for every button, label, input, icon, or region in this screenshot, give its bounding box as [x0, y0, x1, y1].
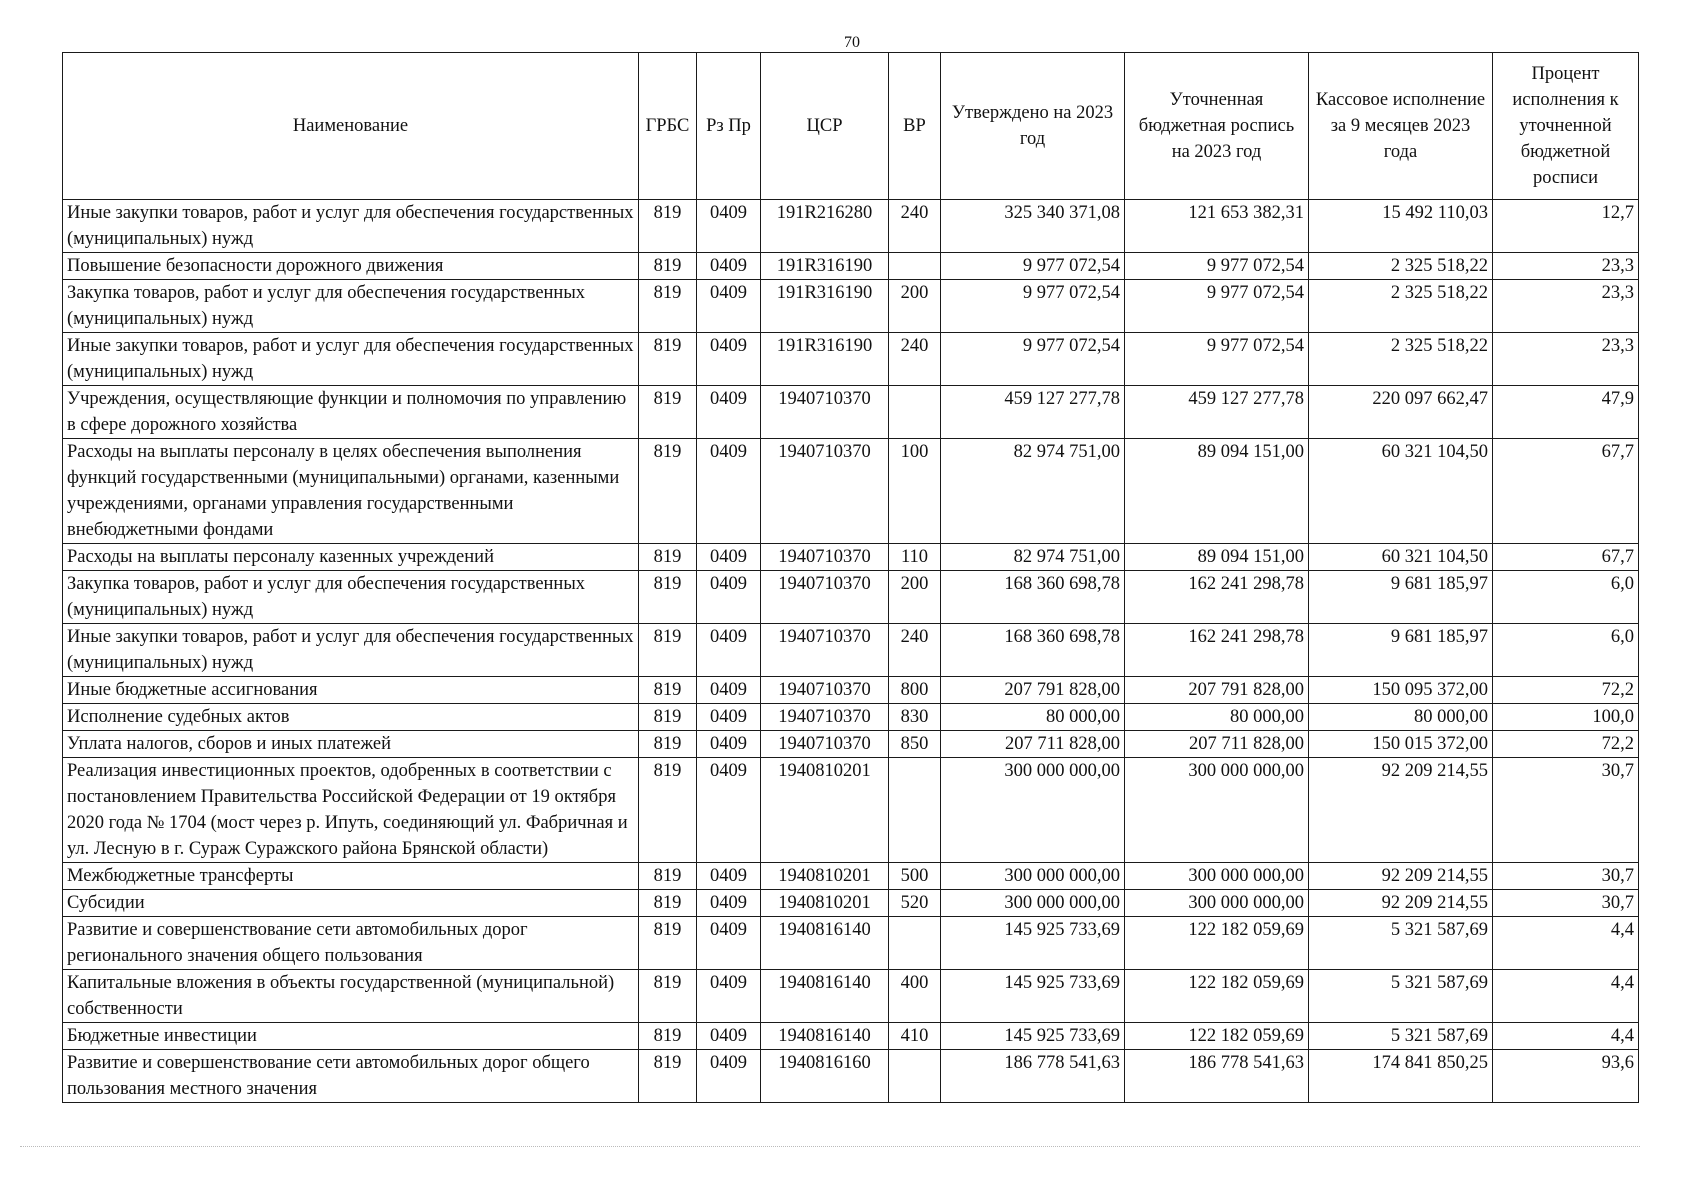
cell-percent: 100,0 — [1493, 704, 1639, 731]
cell-grbs: 819 — [639, 544, 697, 571]
cell-approved: 300 000 000,00 — [941, 890, 1125, 917]
cell-revised: 9 977 072,54 — [1125, 280, 1309, 333]
cell-csr: 1940810201 — [761, 758, 889, 863]
cell-percent: 4,4 — [1493, 1023, 1639, 1050]
cell-percent: 4,4 — [1493, 970, 1639, 1023]
cell-rzpr: 0409 — [697, 253, 761, 280]
table-row — [63, 624, 1639, 677]
cell-vr: 830 — [889, 704, 941, 731]
cell-rzpr: 0409 — [697, 704, 761, 731]
cell-rzpr: 0409 — [697, 386, 761, 439]
cell-vr — [889, 253, 941, 280]
scan-edge-dots — [20, 1146, 1640, 1153]
table-row — [63, 253, 1639, 280]
table-row — [63, 1023, 1639, 1050]
cell-grbs: 819 — [639, 917, 697, 970]
cell-grbs: 819 — [639, 439, 697, 544]
cell-revised: 300 000 000,00 — [1125, 758, 1309, 863]
cell-executed: 5 321 587,69 — [1309, 917, 1493, 970]
cell-vr: 410 — [889, 1023, 941, 1050]
cell-csr: 1940710370 — [761, 571, 889, 624]
cell-percent: 67,7 — [1493, 544, 1639, 571]
table-row — [63, 731, 1639, 758]
cell-grbs: 819 — [639, 571, 697, 624]
cell-percent: 72,2 — [1493, 731, 1639, 758]
cell-vr: 240 — [889, 200, 941, 253]
cell-revised: 9 977 072,54 — [1125, 333, 1309, 386]
cell-name: Уплата налогов, сборов и иных платежей — [63, 731, 639, 758]
cell-csr: 1940710370 — [761, 544, 889, 571]
cell-rzpr: 0409 — [697, 970, 761, 1023]
cell-executed: 92 209 214,55 — [1309, 863, 1493, 890]
cell-vr: 850 — [889, 731, 941, 758]
cell-executed: 92 209 214,55 — [1309, 758, 1493, 863]
cell-percent: 12,7 — [1493, 200, 1639, 253]
cell-revised: 80 000,00 — [1125, 704, 1309, 731]
cell-grbs: 819 — [639, 333, 697, 386]
cell-approved: 168 360 698,78 — [941, 571, 1125, 624]
cell-revised: 207 711 828,00 — [1125, 731, 1309, 758]
cell-csr: 1940816140 — [761, 970, 889, 1023]
cell-csr: 1940710370 — [761, 677, 889, 704]
cell-percent: 67,7 — [1493, 439, 1639, 544]
cell-revised: 122 182 059,69 — [1125, 1023, 1309, 1050]
cell-approved: 145 925 733,69 — [941, 1023, 1125, 1050]
cell-vr: 200 — [889, 280, 941, 333]
table-row — [63, 917, 1639, 970]
cell-name: Развитие и совершенствование сети автомобильных дорог регионального значения общего пользования — [63, 917, 639, 970]
budget-sheet — [62, 52, 1638, 1103]
cell-rzpr: 0409 — [697, 200, 761, 253]
cell-grbs: 819 — [639, 677, 697, 704]
cell-name: Иные закупки товаров, работ и услуг для обеспечения государственных (муниципальных) нужд — [63, 333, 639, 386]
cell-name: Учреждения, осуществляющие функции и полномочия по управлению в сфере дорожного хозяйства — [63, 386, 639, 439]
header-revised: Уточненная бюджетная роспись на 2023 год — [1125, 53, 1309, 200]
cell-grbs: 819 — [639, 624, 697, 677]
cell-grbs: 819 — [639, 1023, 697, 1050]
cell-vr: 400 — [889, 970, 941, 1023]
cell-name: Закупка товаров, работ и услуг для обеспечения государственных (муниципальных) нужд — [63, 280, 639, 333]
cell-rzpr: 0409 — [697, 863, 761, 890]
cell-csr: 1940816140 — [761, 1023, 889, 1050]
cell-rzpr: 0409 — [697, 758, 761, 863]
header-csr: ЦСР — [761, 53, 889, 200]
table-row — [63, 863, 1639, 890]
table-row — [63, 970, 1639, 1023]
cell-approved: 207 711 828,00 — [941, 731, 1125, 758]
cell-revised: 162 241 298,78 — [1125, 571, 1309, 624]
cell-csr: 191R316190 — [761, 253, 889, 280]
cell-rzpr: 0409 — [697, 439, 761, 544]
cell-approved: 325 340 371,08 — [941, 200, 1125, 253]
cell-executed: 220 097 662,47 — [1309, 386, 1493, 439]
cell-grbs: 819 — [639, 280, 697, 333]
cell-approved: 168 360 698,78 — [941, 624, 1125, 677]
cell-executed: 92 209 214,55 — [1309, 890, 1493, 917]
cell-csr: 1940710370 — [761, 704, 889, 731]
cell-approved: 9 977 072,54 — [941, 280, 1125, 333]
cell-revised: 121 653 382,31 — [1125, 200, 1309, 253]
cell-executed: 2 325 518,22 — [1309, 253, 1493, 280]
cell-percent: 72,2 — [1493, 677, 1639, 704]
cell-name: Исполнение судебных актов — [63, 704, 639, 731]
cell-vr — [889, 386, 941, 439]
cell-vr: 100 — [889, 439, 941, 544]
table-row — [63, 280, 1639, 333]
header-name: Наименование — [63, 53, 639, 200]
cell-approved: 300 000 000,00 — [941, 863, 1125, 890]
cell-vr: 520 — [889, 890, 941, 917]
cell-percent: 4,4 — [1493, 917, 1639, 970]
cell-rzpr: 0409 — [697, 544, 761, 571]
cell-approved: 9 977 072,54 — [941, 333, 1125, 386]
cell-name: Иные закупки товаров, работ и услуг для обеспечения государственных (муниципальных) нужд — [63, 200, 639, 253]
cell-approved: 80 000,00 — [941, 704, 1125, 731]
cell-percent: 6,0 — [1493, 624, 1639, 677]
cell-executed: 174 841 850,25 — [1309, 1050, 1493, 1103]
cell-revised: 186 778 541,63 — [1125, 1050, 1309, 1103]
cell-percent: 6,0 — [1493, 571, 1639, 624]
table-row — [63, 571, 1639, 624]
cell-rzpr: 0409 — [697, 917, 761, 970]
cell-approved: 145 925 733,69 — [941, 917, 1125, 970]
cell-name: Закупка товаров, работ и услуг для обеспечения государственных (муниципальных) нужд — [63, 571, 639, 624]
cell-rzpr: 0409 — [697, 280, 761, 333]
cell-vr: 200 — [889, 571, 941, 624]
budget-table — [62, 52, 1639, 1103]
table-row — [63, 544, 1639, 571]
table-row — [63, 890, 1639, 917]
cell-grbs: 819 — [639, 863, 697, 890]
header-vr: ВР — [889, 53, 941, 200]
cell-percent: 23,3 — [1493, 253, 1639, 280]
cell-approved: 459 127 277,78 — [941, 386, 1125, 439]
cell-executed: 9 681 185,97 — [1309, 571, 1493, 624]
cell-revised: 162 241 298,78 — [1125, 624, 1309, 677]
cell-approved: 207 791 828,00 — [941, 677, 1125, 704]
cell-executed: 5 321 587,69 — [1309, 1023, 1493, 1050]
cell-revised: 300 000 000,00 — [1125, 890, 1309, 917]
cell-csr: 1940710370 — [761, 731, 889, 758]
cell-revised: 122 182 059,69 — [1125, 970, 1309, 1023]
cell-vr — [889, 1050, 941, 1103]
cell-grbs: 819 — [639, 704, 697, 731]
cell-executed: 2 325 518,22 — [1309, 333, 1493, 386]
cell-csr: 191R216280 — [761, 200, 889, 253]
cell-revised: 9 977 072,54 — [1125, 253, 1309, 280]
cell-vr: 500 — [889, 863, 941, 890]
table-row — [63, 333, 1639, 386]
cell-csr: 1940710370 — [761, 386, 889, 439]
cell-executed: 60 321 104,50 — [1309, 544, 1493, 571]
cell-name: Расходы на выплаты персоналу казенных учреждений — [63, 544, 639, 571]
cell-grbs: 819 — [639, 386, 697, 439]
cell-name: Расходы на выплаты персоналу в целях обеспечения выполнения функций государственными (муниципальными) органами, казенными учреждениями, органами управления государственными внебюджетными фондами — [63, 439, 639, 544]
cell-vr — [889, 758, 941, 863]
table-row — [63, 439, 1639, 544]
cell-csr: 1940810201 — [761, 863, 889, 890]
cell-percent: 93,6 — [1493, 1050, 1639, 1103]
header-grbs: ГРБС — [639, 53, 697, 200]
cell-percent: 30,7 — [1493, 758, 1639, 863]
page-number: 70 — [844, 34, 860, 51]
cell-executed: 150 095 372,00 — [1309, 677, 1493, 704]
cell-executed: 150 015 372,00 — [1309, 731, 1493, 758]
cell-grbs: 819 — [639, 731, 697, 758]
cell-vr: 240 — [889, 333, 941, 386]
cell-approved: 82 974 751,00 — [941, 439, 1125, 544]
cell-percent: 47,9 — [1493, 386, 1639, 439]
cell-rzpr: 0409 — [697, 333, 761, 386]
table-row — [63, 677, 1639, 704]
cell-vr: 110 — [889, 544, 941, 571]
cell-rzpr: 0409 — [697, 571, 761, 624]
cell-revised: 122 182 059,69 — [1125, 917, 1309, 970]
cell-rzpr: 0409 — [697, 890, 761, 917]
cell-approved: 82 974 751,00 — [941, 544, 1125, 571]
cell-grbs: 819 — [639, 200, 697, 253]
table-row — [63, 200, 1639, 253]
cell-csr: 191R316190 — [761, 333, 889, 386]
cell-csr: 191R316190 — [761, 280, 889, 333]
cell-grbs: 819 — [639, 890, 697, 917]
cell-name: Развитие и совершенствование сети автомобильных дорог общего пользования местного значения — [63, 1050, 639, 1103]
cell-csr: 1940810201 — [761, 890, 889, 917]
table-row — [63, 1050, 1639, 1103]
header-rzpr: Рз Пр — [697, 53, 761, 200]
cell-revised: 300 000 000,00 — [1125, 863, 1309, 890]
cell-executed: 2 325 518,22 — [1309, 280, 1493, 333]
cell-approved: 186 778 541,63 — [941, 1050, 1125, 1103]
cell-executed: 15 492 110,03 — [1309, 200, 1493, 253]
cell-name: Бюджетные инвестиции — [63, 1023, 639, 1050]
cell-name: Иные бюджетные ассигнования — [63, 677, 639, 704]
table-header-row — [63, 53, 1639, 200]
cell-rzpr: 0409 — [697, 731, 761, 758]
cell-csr: 1940816160 — [761, 1050, 889, 1103]
cell-rzpr: 0409 — [697, 677, 761, 704]
cell-grbs: 819 — [639, 253, 697, 280]
table-row — [63, 758, 1639, 863]
cell-name: Межбюджетные трансферты — [63, 863, 639, 890]
cell-revised: 459 127 277,78 — [1125, 386, 1309, 439]
cell-executed: 60 321 104,50 — [1309, 439, 1493, 544]
cell-percent: 30,7 — [1493, 890, 1639, 917]
cell-percent: 23,3 — [1493, 333, 1639, 386]
cell-grbs: 819 — [639, 1050, 697, 1103]
cell-name: Реализация инвестиционных проектов, одобренных в соответствии с постановлением Правительства Российской Федерации от 19 октября 2020 года № 1704 (мост через р. Ипуть, соединяющий ул. Фабричная и ул. Лесную в г. Сураж Суражского района Брянской области) — [63, 758, 639, 863]
cell-csr: 1940710370 — [761, 439, 889, 544]
cell-name: Капитальные вложения в объекты государственной (муниципальной) собственности — [63, 970, 639, 1023]
cell-executed: 5 321 587,69 — [1309, 970, 1493, 1023]
cell-vr — [889, 917, 941, 970]
cell-name: Субсидии — [63, 890, 639, 917]
cell-approved: 300 000 000,00 — [941, 758, 1125, 863]
cell-executed: 80 000,00 — [1309, 704, 1493, 731]
cell-approved: 9 977 072,54 — [941, 253, 1125, 280]
table-body — [63, 200, 1639, 1103]
header-percent: Процент исполнения к уточненной бюджетной росписи — [1493, 53, 1639, 200]
cell-revised: 89 094 151,00 — [1125, 544, 1309, 571]
cell-name: Повышение безопасности дорожного движения — [63, 253, 639, 280]
cell-grbs: 819 — [639, 970, 697, 1023]
cell-grbs: 819 — [639, 758, 697, 863]
cell-vr: 240 — [889, 624, 941, 677]
cell-name: Иные закупки товаров, работ и услуг для обеспечения государственных (муниципальных) нужд — [63, 624, 639, 677]
cell-vr: 800 — [889, 677, 941, 704]
table-row — [63, 704, 1639, 731]
table-row — [63, 386, 1639, 439]
cell-csr: 1940816140 — [761, 917, 889, 970]
cell-percent: 30,7 — [1493, 863, 1639, 890]
header-executed: Кассовое исполнение за 9 месяцев 2023 года — [1309, 53, 1493, 200]
header-approved: Утверждено на 2023 год — [941, 53, 1125, 200]
cell-revised: 207 791 828,00 — [1125, 677, 1309, 704]
cell-approved: 145 925 733,69 — [941, 970, 1125, 1023]
cell-rzpr: 0409 — [697, 1023, 761, 1050]
cell-rzpr: 0409 — [697, 624, 761, 677]
cell-csr: 1940710370 — [761, 624, 889, 677]
cell-executed: 9 681 185,97 — [1309, 624, 1493, 677]
cell-percent: 23,3 — [1493, 280, 1639, 333]
cell-revised: 89 094 151,00 — [1125, 439, 1309, 544]
cell-rzpr: 0409 — [697, 1050, 761, 1103]
